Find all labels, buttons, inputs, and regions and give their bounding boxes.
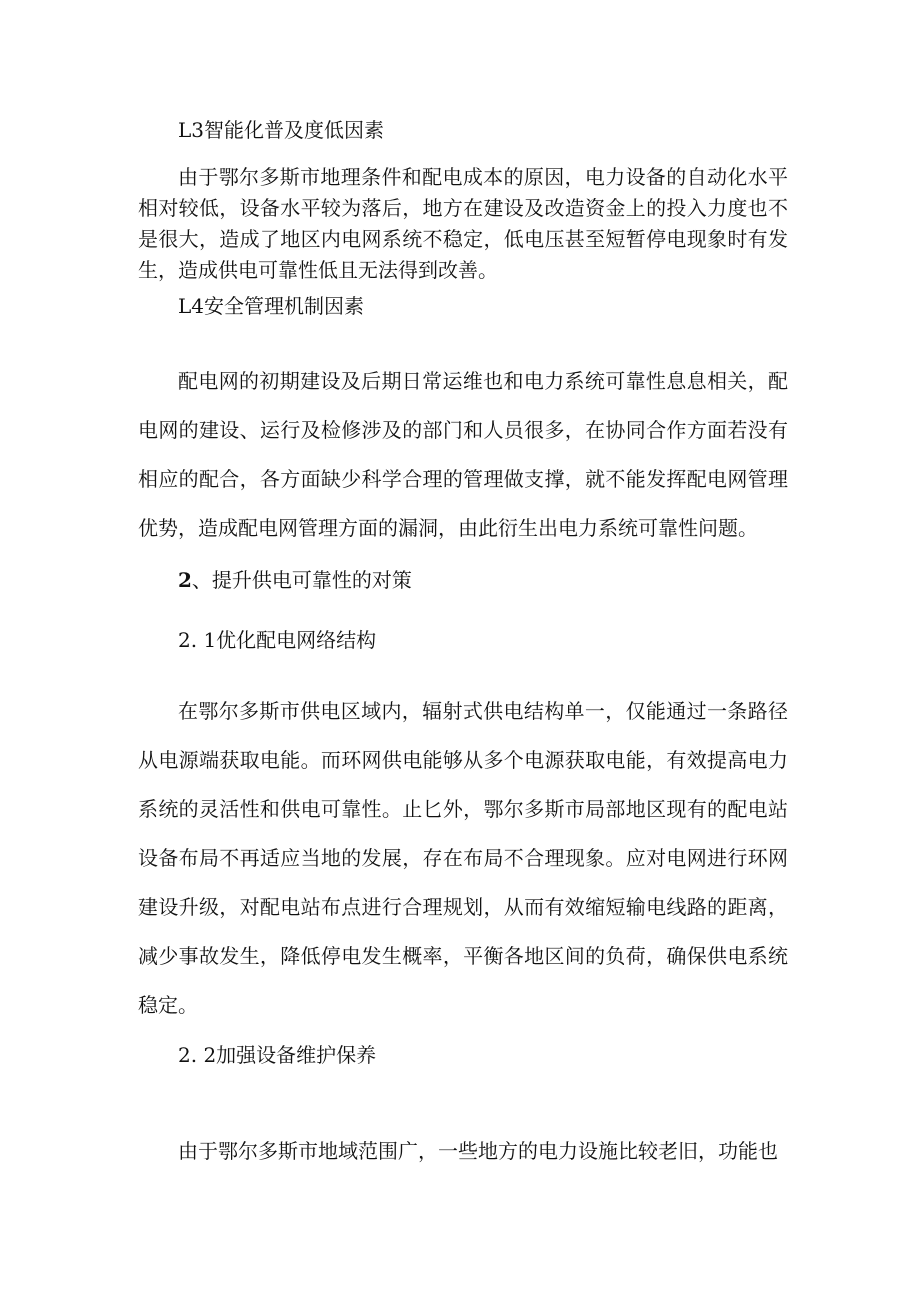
heading-2-title: 、提升供电可靠性的对策	[191, 568, 412, 592]
heading-1-4: L4安全管理机制因素	[178, 294, 365, 318]
heading-2	[178, 568, 412, 592]
heading-2-2: 2. 2加强设备维护保养	[178, 1043, 377, 1067]
paragraph-1-4: 配电网的初期建设及后期日常运维也和电力系统可靠性息息相关，配电网的建设、运行及检修涉及的部门和人员很多，在协同合作方面若没有相应的配合，各方面缺少科学合理的管理做支撑，就不能发挥配电网管理优势，造成配电网管理方面的漏洞，由此衍生出电力系统可靠性问题。	[138, 369, 788, 540]
paragraph-2-1: 在鄂尔多斯市供电区域内，辐射式供电结构单一，仅能通过一条路径从电源端获取电能。而环网供电能够从多个电源获取电能，有效提高电力系统的灵活性和供电可靠性。止匕外，鄂尔多斯市局部地区现有的配电站设备布局不再适应当地的发展，存在布局不合理现象。应对电网进行环网建设升级，对配电站布点进行合理规划，从而有效缩短输电线路的距离，减少事故发生，降低停电发生概率，平衡各地区间的负荷，确保供电系统稳定。	[138, 699, 788, 1017]
heading-2-number: 2	[178, 568, 192, 592]
paragraph-1-3: 由于鄂尔多斯市地理条件和配电成本的原因，电力设备的自动化水平相对较低，设备水平较为落后，地方在建设及改造资金上的投入力度也不是很大，造成了地区内电网系统不稳定，低电压甚至短暂停电现象时有发生，造成供电可靠性低且无法得到改善。	[138, 165, 788, 282]
heading-2-1: 2. 1优化配电网络结构	[178, 628, 377, 652]
paragraph-2-2: 由于鄂尔多斯市地域范围广，一些地方的电力设施比较老旧，功能也	[178, 1139, 778, 1163]
heading-1-3: L3智能化普及度低因素	[178, 118, 385, 142]
